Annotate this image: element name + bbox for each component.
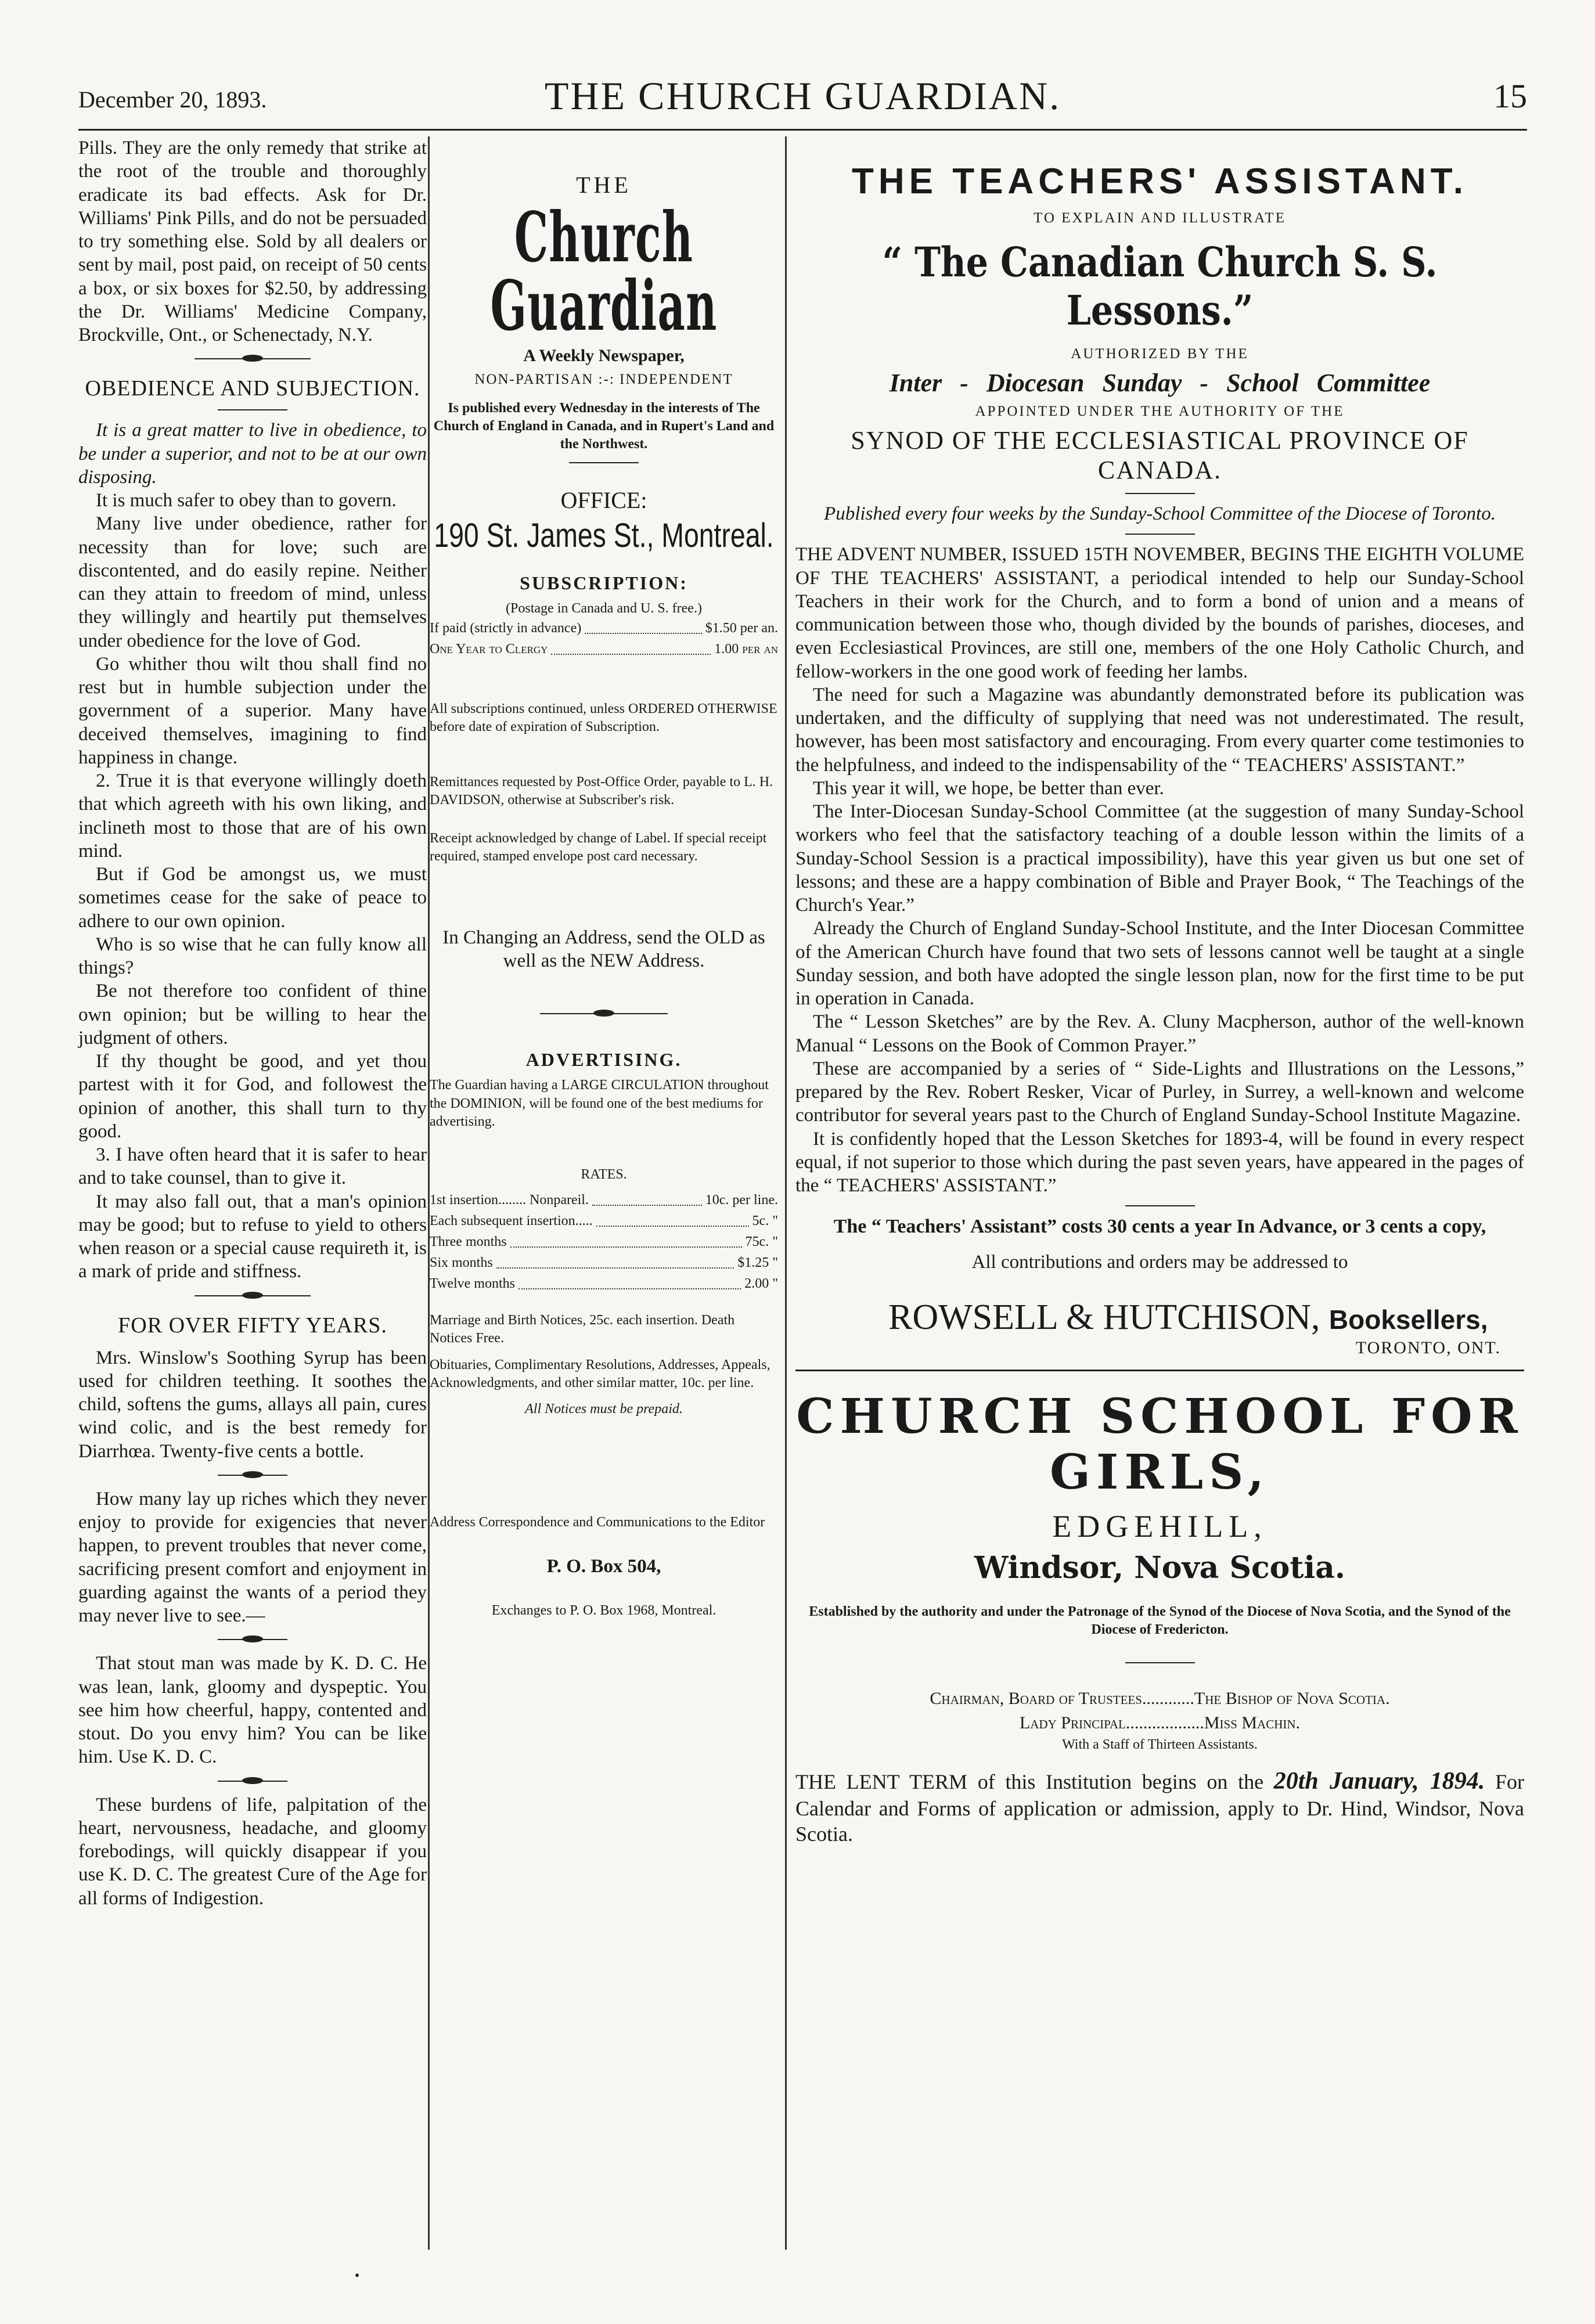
ad-rate-label: Three months [430, 1234, 507, 1250]
rates-list [430, 1190, 778, 1294]
pink-pills-ad: Pills. They are the only remedy that strike at the root of the trouble and thoroughly eradicate its bad effects. Ask for Dr. Williams' Pink Pills, and do not be persuaded to try something else. Sold by all dealers or sent by mail, post paid, on receipt of 50 cents a box, or six boxes for $2.50, by addressing the Dr. Williams' Medicine Company, Brockville, Ont., or Schenectady, N.Y. [78, 138, 427, 345]
established-note: Established by the authority and under the Patronage of the Synod of the Diocese of Nova Scotia, and the Synod of the Diocese of Fredericton. [809, 1604, 1511, 1638]
dot-leader [510, 1231, 742, 1248]
page-number: 15 [1493, 77, 1527, 115]
column-rule-2 [785, 136, 787, 2250]
obedience-para: 3. I have often heard that it is safer to hear and to take counsel, than to give it. [78, 1144, 427, 1189]
change-address-note: In Changing an Address, send the OLD as well as the NEW Address. [442, 927, 765, 972]
prepaid-note: All Notices must be prepaid. [525, 1401, 683, 1417]
riches-para: How many lay up riches which they never enjoy to provide for exigencies that never happen, to prevent troubles that never come, sacrificing present comfort and enjoyment in guarding against the wants of a period they may never live to see.— [78, 1488, 427, 1626]
to-explain: TO EXPLAIN AND ILLUSTRATE [1034, 210, 1286, 226]
ad-rate-row [430, 1273, 778, 1294]
edgehill-label: EDGEHILL, [1052, 1508, 1268, 1544]
obituaries-note: Obituaries, Complimentary Resolutions, Addresses, Appeals, Acknowledgments, and other similar matter, 10c. per line. [430, 1357, 771, 1390]
running-head [78, 69, 1527, 124]
rowsell-hutchison [795, 1297, 1524, 1338]
subscription-rate-row [430, 639, 778, 660]
ad-rate-row [430, 1190, 778, 1210]
office-address: 190 St. James St., Montreal. [434, 516, 774, 554]
subscription-heading: SUBSCRIPTION: [520, 572, 688, 593]
rate-value: 1.00 per an [714, 641, 778, 657]
booksellers-label: Booksellers, [1328, 1304, 1488, 1335]
authorized-by: AUTHORIZED BY THE [1071, 346, 1249, 362]
subscription-rate-row [430, 618, 778, 639]
dot-leader [596, 1210, 749, 1227]
ad-rate-value: 75c. " [745, 1234, 778, 1250]
kdc-burdens-ad: These burdens of life, palpitation of the heart, nervousness, headache, and gloomy forebodings, will quickly disappear if you use K. D. C. The greatest Cure of the Age for all forms of Indigestion. [78, 1794, 427, 1909]
newspaper-title: THE CHURCH GUARDIAN. [544, 74, 1061, 118]
obedience-para: 2. True it is that everyone willingly doeth that which agreeth with his own liking, and inclineth most to those that are of his own mind. [78, 770, 427, 862]
ad-rate-value: 2.00 " [744, 1276, 778, 1292]
body-paragraph: The Inter-Diocesan Sunday-School Committee (at the suggestion of many Sunday-School workers who feel that the satisfactory teaching of a double lesson within the limits of a Sunday-School Session is a practical impossibility), have this year given us but one set of lessons; and these are a happy combination of Bible and Prayer Book, “ The Teachings of the Church's Year.” [795, 801, 1524, 916]
masthead-nonpartisan: NON-PARTISAN :-: INDEPENDENT [474, 372, 733, 387]
header-rule [78, 129, 1527, 131]
body-paragraph: Already the Church of England Sunday-School Institute, and the Inter Diocesan Committee of the American Church have found that two sets of lessons cannot well be taught at a single Sunday session, and both have adopted the single lesson plan, now for the first time to be put in operation in Canada. [795, 918, 1524, 1009]
ad-rate-row [430, 1231, 778, 1252]
advertising-body: The Guardian having a LARGE CIRCULATION throughout the DOMINION, will be found one of the best mediums for advertising. [430, 1078, 769, 1129]
chairman-row: Chairman, Board of Trustees............The Bishop of Nova Scotia. [930, 1689, 1390, 1709]
ad-rate-value: $1.25 " [737, 1255, 778, 1271]
obedience-para: Who is so wise that he can fully know all things? [78, 934, 427, 978]
committee-name: Inter - Diocesan Sunday - School Committee [889, 369, 1431, 397]
address-correspondence: Address Correspondence and Communications to the Editor [430, 1515, 765, 1530]
divider [218, 1775, 287, 1788]
lessons-title: “ The Canadian Church S. S. Lessons.” [882, 238, 1438, 334]
synod-name: SYNOD OF THE ECCLESIASTICAL PROVINCE OF CANADA. [851, 426, 1469, 484]
remittances-note: Remittances requested by Post-Office Order, payable to L. H. DAVIDSON, otherwise at Subscriber's risk. [430, 774, 773, 808]
ad-rate-label: Six months [430, 1255, 493, 1271]
obedience-para: Be not therefore too confident of thine own opinion; but be willing to hear the judgment of others. [78, 981, 427, 1048]
obedience-para: Many live under obedience, rather for necessity than for love; such are discontented, and do easily repine. Neither can they attain to freedom of mind, unless they willingly and heartily put themselves under obedience for the love of God. [78, 513, 427, 651]
lent-date: 20th January, 1894. [1273, 1767, 1485, 1795]
po-box: P. O. Box 504, [546, 1556, 661, 1577]
windsor-label: Windsor, Nova Scotia. [974, 1550, 1345, 1586]
divider [195, 1289, 311, 1302]
ad-rate-row [430, 1210, 778, 1231]
middle-column [430, 136, 778, 1622]
short-rule [1125, 1205, 1195, 1206]
right-column [795, 136, 1524, 1847]
subscriptions-continued: All subscriptions continued, unless ORDERED OTHERWISE before date of expiration of Subscription. [430, 701, 777, 734]
ad-rate-label: Each subsequent insertion..... [430, 1213, 593, 1229]
office-label: OFFICE: [560, 487, 647, 513]
school-title: CHURCH SCHOOL FOR GIRLS, [796, 1388, 1524, 1500]
body-paragraph: These are accompanied by a series of “ Side-Lights and Illustrations on the Lessons,” prepared by the Rev. Robert Resker, Vicar of Purley, in Surrey, a well-known and welcome contributor for several years past to the Church of England Sunday-School Institute Magazine. [795, 1058, 1524, 1126]
advertising-heading: ADVERTISING. [525, 1049, 682, 1071]
obedience-heading: OBEDIENCE AND SUBJECTION. [85, 376, 420, 401]
left-column [78, 136, 427, 1910]
appointed-under: APPOINTED UNDER THE AUTHORITY OF THE [975, 403, 1345, 419]
lent-term-note [795, 1767, 1524, 1847]
obedience-para: It is much safer to obey than to govern. [96, 490, 397, 511]
divider [540, 1007, 668, 1020]
obedience-para: If thy thought be good, and yet thou partest with it for God, and followest the opinion of another, this shall turn to thy good. [78, 1051, 427, 1142]
rate-value: $1.50 per an. [705, 620, 778, 636]
masthead-title: Church Guardian [490, 197, 718, 346]
lent-rest: For Calendar and Forms of application or admission, apply to Dr. Hind, Windsor, Nova Scotia. [795, 1770, 1525, 1846]
divider [218, 1633, 287, 1646]
winslow-ad: Mrs. Winslow's Soothing Syrup has been used for children teething. It soothes the child, softens the gums, allays all pain, cures wind colic, and is the best remedy for Diarrhœa. Twenty-five cents a bottle. [78, 1347, 427, 1462]
ad-rate-label: 1st insertion........ Nonpareil. [430, 1192, 589, 1208]
receipt-note: Receipt acknowledged by change of Label. If special receipt required, stamped envelope post card necessary. [430, 830, 767, 864]
body-paragraph: It is confidently hoped that the Lesson Sketches for 1893-4, will be found in every respect equal, if not superior to those which during the past seven years, have appeared in the pages of the “ TEACHERS' ASSISTANT.” [795, 1128, 1524, 1196]
masthead-the: THE [576, 172, 632, 198]
advent-paragraph: THE ADVENT NUMBER, ISSUED 15TH NOVEMBER, BEGINS THE EIGHTH VOLUME OF THE TEACHERS' ASSISTANT, a periodical intended to help our Sunday-School Teachers in their work for the Church, and to form a bond of union and a means of communication between those who, though divided by the bounds of parishes, dioceses, and even Ecclesiastical Provinces, are still one, members of the one Holy Catholic Church, and fellow-workers in the one good work of feeding her lambs. [795, 544, 1524, 682]
principal-row: Lady Principal..................Miss Machin. [1019, 1713, 1301, 1733]
marriage-notices: Marriage and Birth Notices, 25c. each insertion. Death Notices Free. [430, 1313, 735, 1346]
publisher-name: ROWSELL & HUTCHISON, [888, 1297, 1320, 1337]
rate-label: If paid (strictly in advance) [430, 620, 582, 636]
masthead-published: Is published every Wednesday in the interests of The Church of England in Canada, and in Rupert's Land and the Northwest. [433, 401, 775, 452]
ad-rate-label: Twelve months [430, 1276, 515, 1292]
published-note: Published every four weeks by the Sunday-School Committee of the Diocese of Toronto. [824, 503, 1496, 524]
dot-leader [496, 1252, 735, 1269]
divider [195, 352, 311, 365]
exchanges-note: Exchanges to P. O. Box 1968, Montreal. [491, 1602, 717, 1618]
ad-rate-value: 10c. per line. [705, 1192, 778, 1208]
body-paragraph: This year it will, we hope, be better than ever. [813, 777, 1164, 799]
cost-note: The “ Teachers' Assistant” costs 30 cents a year In Advance, or 3 cents a copy, [833, 1216, 1486, 1238]
rate-label: One Year to Clergy [430, 641, 548, 657]
dot-leader [551, 639, 711, 655]
fifty-years-heading: FOR OVER FIFTY YEARS. [118, 1313, 387, 1338]
teachers-assistant-title: THE TEACHERS' ASSISTANT. [851, 161, 1468, 201]
stray-dot [355, 2273, 359, 2277]
staff-row: With a Staff of Thirteen Assistants. [1062, 1737, 1258, 1753]
dot-leader [585, 618, 701, 634]
short-rule [1125, 493, 1195, 494]
section-rule [795, 1370, 1524, 1371]
short-rule [1125, 534, 1195, 535]
short-rule [1125, 1662, 1195, 1663]
lent-text: THE LENT TERM of this Institution begins on the [795, 1770, 1264, 1793]
short-rule [569, 462, 639, 463]
obedience-para: Go whither thou wilt thou shall find no rest but in humble subjection under the government of a superior. Many have deceived themselves, imagining to find happiness in change. [78, 653, 427, 768]
obedience-para: It is a great matter to live in obedience, to be under a superior, and not to be at our own disposing. [78, 420, 427, 488]
kdc-stout-ad: That stout man was made by K. D. C. He was lean, lank, gloomy and dyspeptic. You see him how cheerful, happy, contented and stout. Do you envy him? You can be like him. Use K. D. C. [78, 1653, 427, 1768]
dot-leader [592, 1190, 702, 1206]
ad-rate-value: 5c. " [752, 1213, 778, 1229]
masthead-weekly: A Weekly Newspaper, [523, 346, 685, 365]
short-rule [218, 409, 287, 410]
divider [218, 1469, 287, 1482]
obedience-para: But if God be amongst us, we must sometimes cease for the sake of peace to adhere to our own opinion. [78, 864, 427, 932]
obedience-para: It may also fall out, that a man's opinion may be good; but to refuse to yield to others when reason or a special cause requireth it, is a mark of pride and stiffness. [78, 1191, 427, 1282]
dot-leader [519, 1273, 741, 1289]
body-paragraph: The “ Lesson Sketches” are by the Rev. A. Cluny Macpherson, author of the well-known Manual “ Lessons on the Book of Common Prayer.” [795, 1011, 1524, 1056]
issue-date: December 20, 1893. [78, 87, 267, 113]
toronto-label: TORONTO, ONT. [1355, 1338, 1501, 1357]
body-paragraph: The need for such a Magazine was abundantly demonstrated before its publication was undertaken, and the difficulty of supplying that need was not underestimated. The result, however, has been most satisfactory and encouraging. From every quarter come testimonies to the helpfulness, and indeed to the indispensability of the “ TEACHERS' ASSISTANT.” [795, 684, 1524, 776]
contributions-note: All contributions and orders may be addressed to [971, 1251, 1348, 1273]
ad-rate-row [430, 1252, 778, 1273]
postage-note: (Postage in Canada and U. S. free.) [506, 600, 702, 616]
rates-heading: RATES. [581, 1166, 627, 1182]
